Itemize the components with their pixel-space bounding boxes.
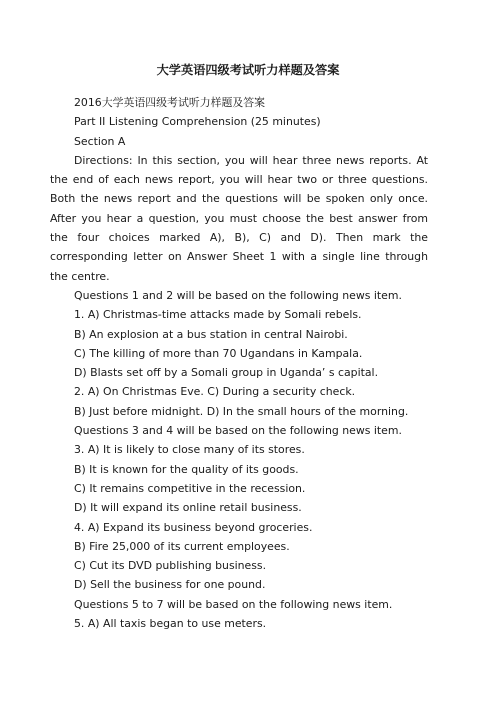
text-line: B) Just before midnight. D) In the small hours of the morning. — [74, 404, 409, 418]
text-line: B) An explosion at a bus station in central Nairobi. — [74, 327, 348, 341]
text-line: B) It is known for the quality of its goods. — [74, 462, 299, 476]
text-line: 4. A) Expand its business beyond groceries. — [74, 520, 313, 534]
text-line: 1. A) Christmas-time attacks made by Somali rebels. — [74, 308, 362, 322]
text-line: 5. A) All taxis began to use meters. — [74, 617, 267, 631]
section-heading: Section A — [74, 134, 126, 148]
text-line: 2. A) On Christmas Eve. C) During a security check. — [74, 385, 356, 399]
text-line: Questions 3 and 4 will be based on the following news item. — [74, 424, 402, 438]
text-line: C) Cut its DVD publishing business. — [74, 559, 267, 573]
document-title: 大学英语四级考试听力样题及答案 — [156, 63, 340, 77]
text-line: 3. A) It is likely to close many of its stores. — [74, 443, 305, 457]
text-line: C) The killing of more than 70 Ugandans in Kampala. — [74, 346, 363, 360]
text-line: C) It remains competitive in the recession. — [74, 481, 306, 495]
text-line: Questions 5 to 7 will be based on the following news item. — [74, 597, 393, 611]
part-heading: Part II Listening Comprehension (25 minutes) — [74, 115, 321, 129]
directions-paragraph: Directions: In this section, you will hear three news reports. At the end of each news report, you will hear two or three questions. Both the news report and the questions will be spoken only once. After you hear a question, you must choose the best answer from the four choices marked A), B), C) and D). Then mark the corresponding letter on Answer Sheet 1 with a single line through the centre. — [50, 153, 428, 283]
text-line: D) Blasts set off by a Somali group in Uganda’ s capital. — [74, 366, 379, 380]
text-line: D) It will expand its online retail business. — [74, 501, 302, 515]
text-line: D) Sell the business for one pound. — [74, 578, 266, 592]
document-subtitle: 2016大学英语四级考试听力样题及答案 — [74, 96, 266, 109]
text-line: B) Fire 25,000 of its current employees. — [74, 539, 290, 553]
text-line: Questions 1 and 2 will be based on the following news item. — [74, 288, 402, 302]
